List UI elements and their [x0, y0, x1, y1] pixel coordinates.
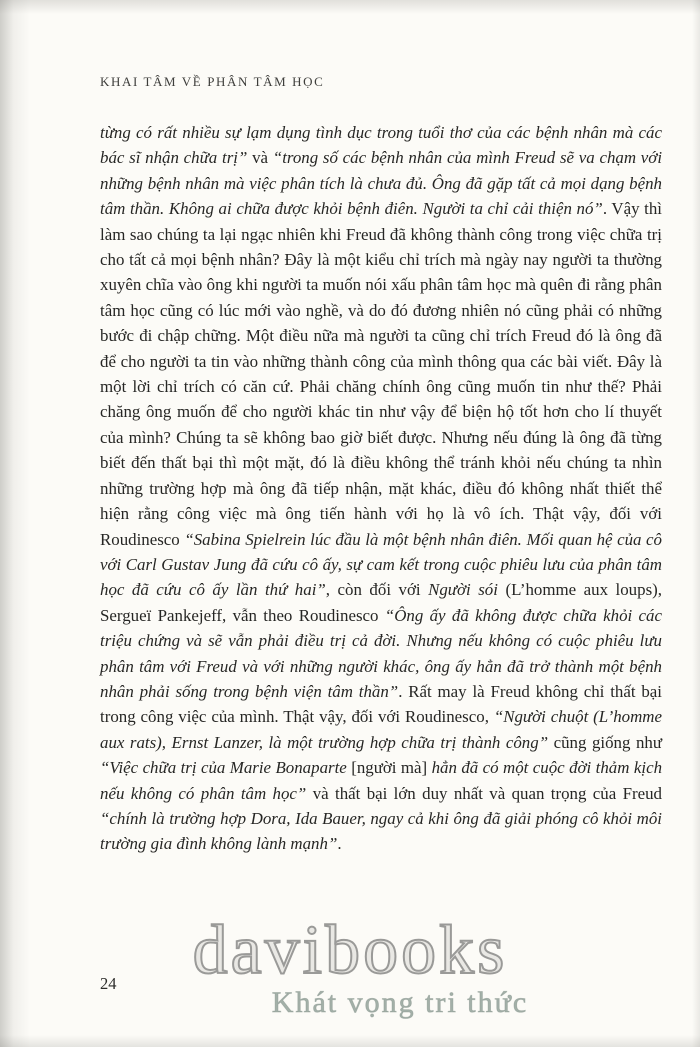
- text-segment: từng có rất nhiều sự lạm dụng tình dục trong tuổi thơ của các bệnh nhân mà các bác sĩ nhận chữa trị”: [100, 123, 667, 168]
- page-edge-shadow-left: [0, 0, 30, 1047]
- text-segment: và thất bại lớn duy nhất và quan trọng của Freud: [306, 783, 667, 803]
- text-segment: “trong số các bệnh nhân của mình Freud sẽ va chạm với những bệnh nhân mà việc phân tích là chưa đủ. Ông đã gặp tất cả mọi dạng bệnh tâm thần. Không ai chữa được khỏi bệnh điên. Người ta chỉ cải thiện nó”: [100, 148, 667, 219]
- text-segment: [người mà]: [351, 758, 432, 778]
- text-segment: cũng giống như: [548, 732, 667, 752]
- page-number: 24: [100, 974, 117, 993]
- watermark: [0, 912, 700, 1020]
- text-segment: “chính là trường hợp Dora, Ida Bauer, ngay cả khi ông đã giải phóng cô khỏi môi trường gia đình không lành mạnh”: [100, 808, 667, 854]
- text-segment: “Việc chữa trị của Marie Bonaparte: [100, 758, 352, 778]
- text-segment: hẳn đã có một cuộc đời thảm kịch nếu không có phân tâm học”: [100, 758, 667, 803]
- text-segment: và: [247, 148, 273, 168]
- text-segment: “Sabina Spielrein lúc đầu là một bệnh nhân điên. Mối quan hệ của cô với Carl Gustav Jung đã cứu cô ấy, sự cam kết trong cuộc phiêu lưu của phân tâm học đã cứu cô ấy lần thứ hai”: [100, 529, 667, 600]
- text-segment: .: [337, 834, 342, 854]
- watermark-publisher-logo: davibooks: [192, 912, 508, 989]
- text-segment: “Ông ấy đã không được chữa khỏi các triệu chứng và sẽ vẫn phải điều trị cả đời. Nhưng nếu không có cuộc phiêu lưu phân tâm với Freud và với những người khác, ông ấy hẳn đã trở thành một bệnh nhân phải sống trong bệnh viện tâm thần”: [100, 605, 667, 701]
- text-segment: Người sói: [428, 580, 498, 600]
- text-segment: “Người chuột (L’homme aux rats), Ernst Lanzer, là một trường hợp chữa trị thành công”: [100, 707, 667, 752]
- body-paragraph: [100, 120, 667, 857]
- text-segment: (L’homme aux loups), Sergueï Pankejeff, vẫn theo Roudinesco: [100, 580, 667, 625]
- running-head: KHAI TÂM VỀ PHÂN TÂM HỌC: [100, 74, 325, 89]
- page-edge-shadow-right: [692, 0, 700, 1047]
- page-edge-shadow-bottom: [0, 1035, 700, 1047]
- watermark-tagline: Khát vọng tri thức: [271, 986, 529, 1019]
- text-segment: . Rất may là Freud không chỉ thất bại trong công việc của mình. Thật vậy, đối với Roudinesco,: [100, 681, 667, 727]
- page-edge-shadow-top: [0, 0, 700, 14]
- text-segment: . Vậy thì làm sao chúng ta lại ngạc nhiên khi Freud đã không thành công trong việc chữa trị cho tất cả mọi bệnh nhân? Đây là một kiểu chỉ trích mà ngày nay người ta thường xuyên chĩa vào ông khi người ta muốn nói xấu phân tâm học mà quên đi rằng phân tâm học cũng có lúc mới vào nghề, và do đó đương nhiên nó cũng phải có những bước đi chập chững. Một điều nữa mà người ta cũng chỉ trích Freud đó là ông đã để cho người ta tin vào những thành công của mình thông qua các bài viết. Đây là một lời chỉ trích có căn cứ. Phải chăng chính ông cũng muốn tin như thế? Phải chăng ông muốn để cho người khác tin như vậy để biện hộ tốt hơn cho lí thuyết của mình? Chúng ta sẽ không bao giờ biết được. Nhưng nếu đúng là ông đã từng biết đến thất bại thì một mặt, đó là điều không thể tránh khỏi nếu chúng ta nhìn những trường hợp mà ông đã tiếp nhận, mặt khác, điều đó không nhất thiết thể hiện rằng công việc mà ông tiến hành với họ là vô ích. Thật vậy, đối với Roudinesco: [100, 199, 667, 549]
- text-segment: , còn đối với: [325, 580, 429, 600]
